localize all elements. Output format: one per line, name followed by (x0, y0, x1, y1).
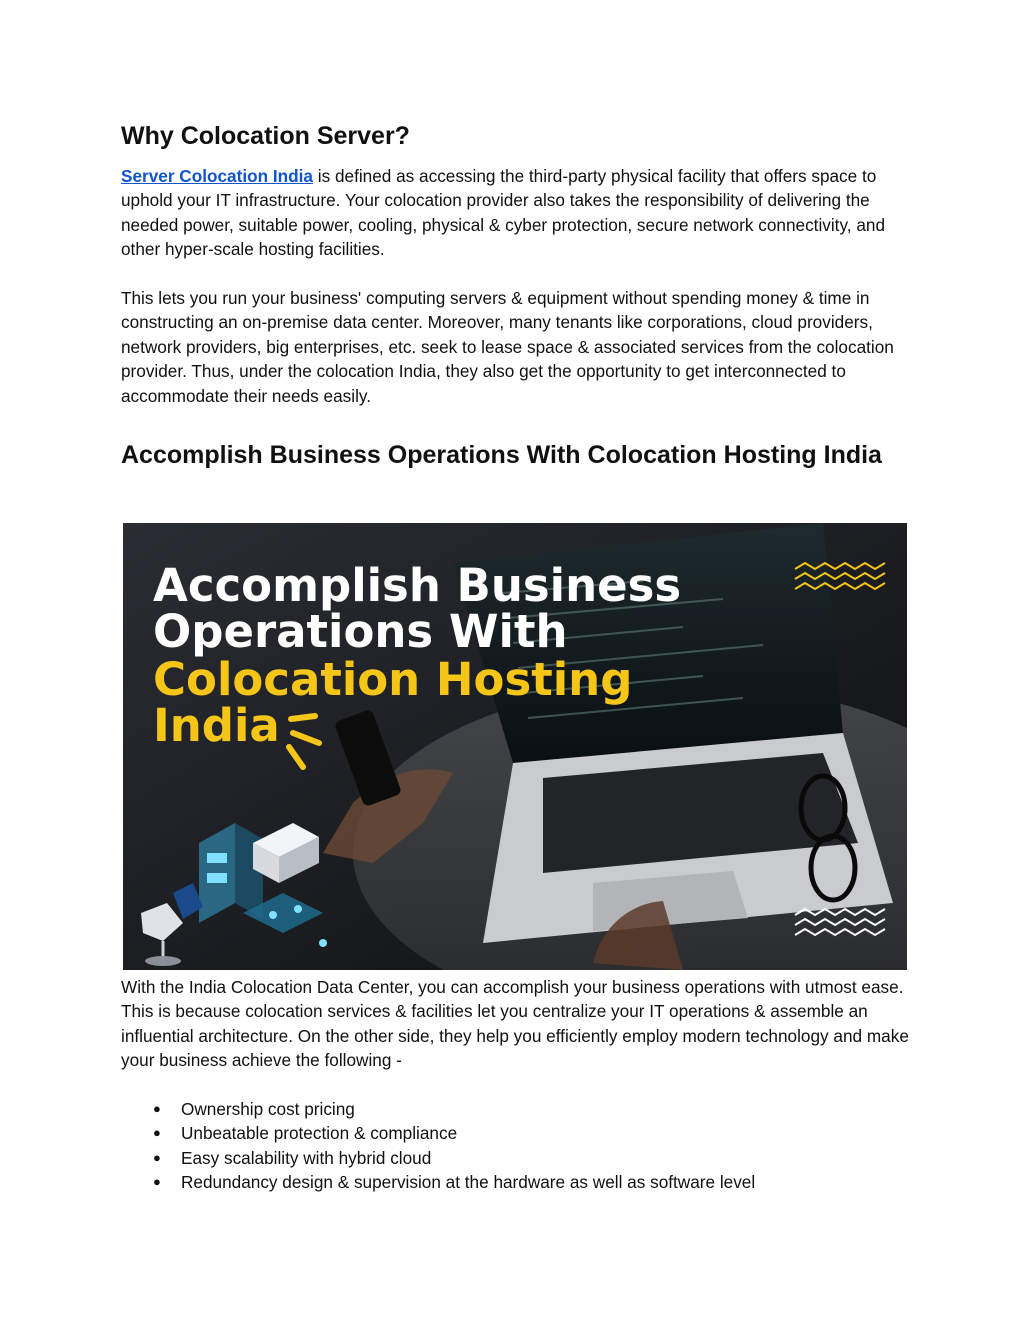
bullet-icon: ● (153, 1149, 161, 1165)
hero-title-line1: Accomplish Business (153, 559, 682, 612)
bullet-icon: ● (153, 1174, 161, 1190)
list-item (121, 1146, 755, 1170)
hero-title-line3: Colocation Hosting (153, 653, 633, 706)
server-colocation-india-link[interactable]: Server Colocation India (121, 166, 313, 186)
list-item (121, 1097, 755, 1121)
paragraph-definition-text: is defined as accessing the third-party physical facility that offers space to uphold your IT infrastructure. Your colocation provider also takes the responsibility of delivering the needed power, suitable power, cooling, physical & cyber protection, secure network connectivity, and other hyper-scale hosting facilities. (121, 166, 886, 260)
bullet-icon: ● (153, 1101, 161, 1116)
bullet-icon: ● (153, 1125, 161, 1141)
paragraph-operations: With the India Colocation Data Center, you can accomplish your business operations with utmost ease. This is because colocation services & facilities let you centralize your IT operations & assemble an influential architecture. On the other side, they help you efficiently employ modern technology and make your business achieve the following - (121, 977, 909, 1071)
list-item-text: Ownership cost pricing (181, 1099, 355, 1119)
list-item (121, 1121, 755, 1145)
hero-title-line4: India (153, 699, 280, 752)
paragraph-definition (121, 164, 911, 262)
list-item (121, 1170, 755, 1194)
section-heading-accomplish-business: Accomplish Business Operations With Colocation Hosting India (121, 441, 882, 469)
list-item-text: Redundancy design & supervision at the hardware as well as software level (181, 1172, 756, 1193)
hero-title-line2: Operations With (153, 605, 568, 658)
benefits-list (121, 1097, 755, 1195)
list-item-text: Easy scalability with hybrid cloud (181, 1147, 432, 1168)
hero-banner-image (123, 523, 907, 970)
section-heading-why-colocation: Why Colocation Server? (121, 122, 410, 150)
list-item-text: Unbeatable protection & compliance (181, 1123, 458, 1144)
paragraph-benefits: This lets you run your business' computing servers & equipment without spending money & time in constructing an on-premise data center. Moreover, many tenants like corporations, cloud providers, network providers, big enterprises, etc. seek to lease space & associated services from the colocation provider. Thus, under the colocation India, they also get the opportunity to get interconnected to accommodate their needs easily. (121, 288, 894, 406)
